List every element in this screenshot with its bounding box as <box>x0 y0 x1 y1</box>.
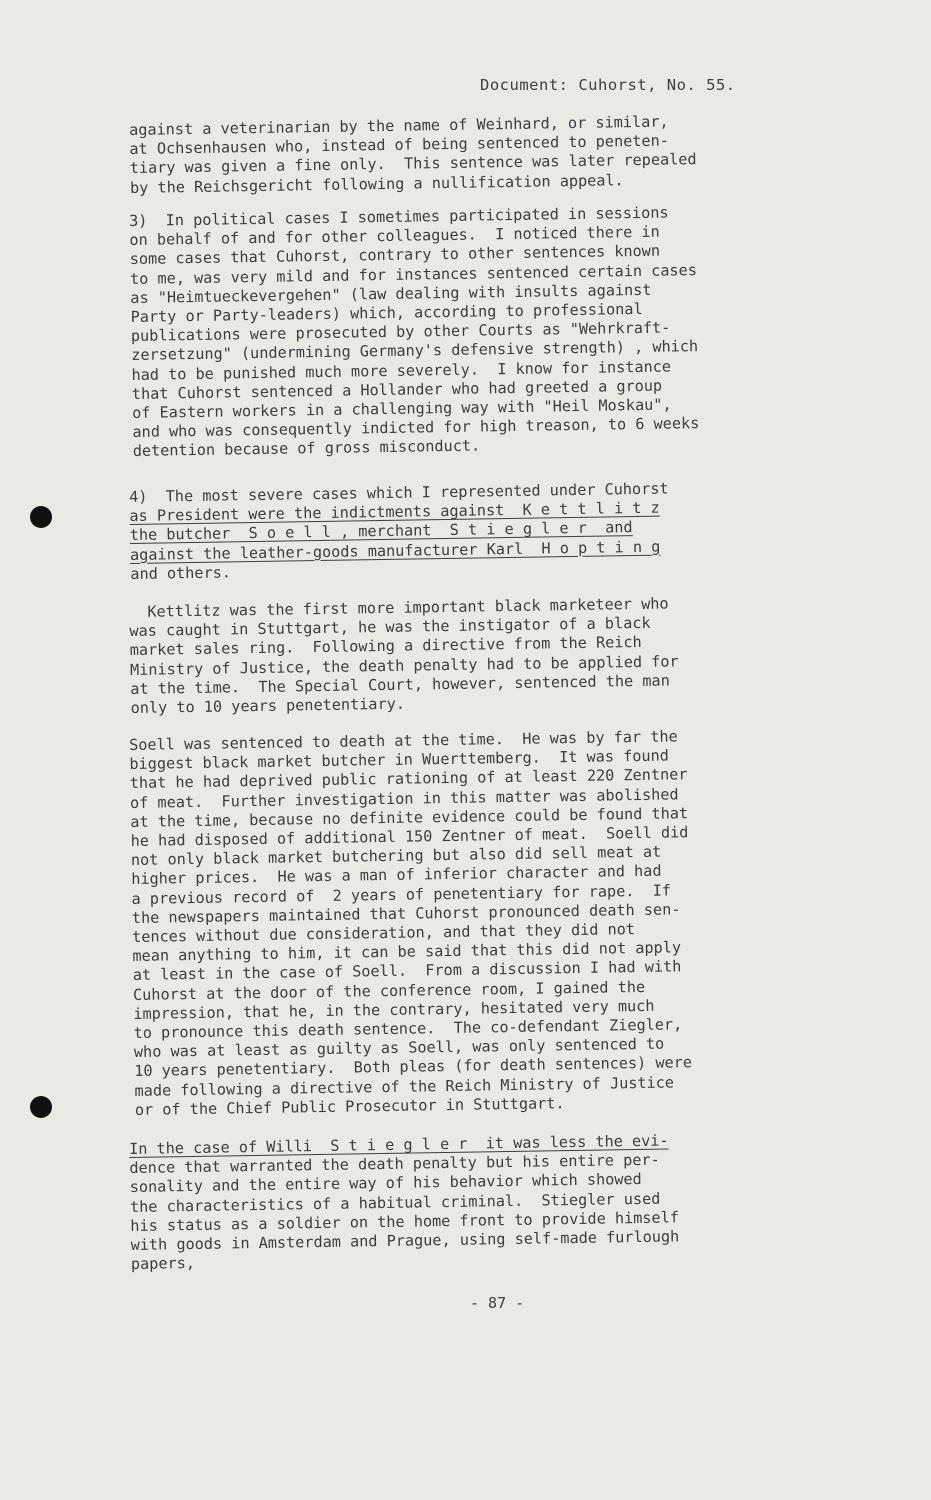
paragraph-4 <box>129 592 861 719</box>
text-line: zersetzung" (undermining Germany's defensive strength) , which <box>131 337 699 365</box>
paragraph-1 <box>129 110 860 198</box>
text-line: with goods in Amsterdam and Prague, using self-made furlough <box>130 1227 680 1255</box>
text-line: he had disposed of additional 150 Zentner of meat. Soell did <box>130 823 689 851</box>
text-line: made following a directive of the Reich Ministry of Justice <box>134 1073 675 1100</box>
text-line: to pronounce this death sentence. The co-defendant Ziegler, <box>133 1015 683 1043</box>
text-line: Kettlitz was the first more important black marketeer who <box>129 594 669 621</box>
text-line: against a veterinarian by the name of Weinhard, or similar, <box>129 112 669 139</box>
text-line: some cases that Cuhorst, contrary to other sentences known <box>129 242 661 269</box>
text-line: Cuhorst at the door of the conference room, I gained the <box>132 977 646 1004</box>
text-line: as "Heimtueckevergehen" (law dealing with insults against <box>130 280 652 307</box>
paragraph-3 <box>129 477 860 584</box>
text-line: to me, was very mild and for instances sentenced certain cases <box>129 260 698 288</box>
text-line: not only black market butchering but also did sell meat at <box>130 842 662 870</box>
text-line: by the Reichsgericht following a nullification appeal. <box>129 170 624 197</box>
text-line: 10 years penetentiary. Both pleas (for death sentences) were <box>134 1053 693 1081</box>
paragraph-2 <box>129 201 863 462</box>
text-line: detention because of gross misconduct. <box>132 436 481 461</box>
text-line: or of the Chief Public Prosecutor in Stuttgart. <box>134 1094 565 1119</box>
text-line: only to 10 years penetentiary. <box>130 694 406 718</box>
text-line: the butcher S o e l l , merchant S t i e g l e r and <box>129 518 633 545</box>
text-line: papers, <box>130 1254 196 1274</box>
text-line: a previous record of 2 years of penetentiary for rape. If <box>131 881 672 908</box>
text-line: tiary was given a fine only. This sentence was later repealed <box>129 150 697 178</box>
text-line: and others. <box>130 563 232 583</box>
text-line: had to be punished much more severely. I know for instance <box>131 357 672 384</box>
text-line: against the leather-goods manufacturer Karl H o p t i n g <box>129 537 661 564</box>
text-line: of meat. Further investigation in this matter was abolished <box>129 784 679 812</box>
text-line: at least in the case of Soell. From a discussion I had with <box>132 957 682 985</box>
text-line: 3) In political cases I sometimes participated in sessions <box>129 203 669 230</box>
text-line: Soell was sentenced to death at the time. He was by far the <box>129 727 678 754</box>
text-line: the newspapers maintained that Cuhorst pronounced death sen- <box>131 900 681 927</box>
text-line: 4) The most severe cases which I represented under Cuhorst <box>129 479 669 506</box>
punch-hole <box>30 506 52 528</box>
text-line: Ministry of Justice, the death penalty had to be applied for <box>129 651 679 679</box>
text-line: the characteristics of a habitual criminal. Stiegler used <box>129 1189 661 1216</box>
text-line: market sales ring. Following a directive from the Reich <box>129 633 642 660</box>
text-line: on behalf of and for other colleagues. I noticed there in <box>129 222 660 250</box>
text-line: that Cuhorst sentenced a Hollander who had greeted a group <box>131 376 663 403</box>
text-line: was caught in Stuttgart, he was the instigator of a black <box>129 614 651 641</box>
punch-hole <box>30 1096 52 1118</box>
text-line: mean anything to him, it can be said that this did not apply <box>132 938 682 966</box>
text-line: at the time, because no definite evidence could be found that <box>130 804 689 831</box>
text-line: his status as a soldier on the home front to provide himself <box>130 1208 680 1235</box>
text-line: tences without due consideration, and that they did not <box>132 920 636 947</box>
text-line: impression, that he, in the contrary, hesitated very much <box>133 996 655 1023</box>
document-header: Document: Cuhorst, No. 55. <box>480 76 736 94</box>
text-line: of Eastern workers in a challenging way with "Heil Moskau", <box>132 395 672 423</box>
text-line: higher prices. He was a man of inferior character and had <box>131 862 662 889</box>
text-line: dence that warranted the death penalty but his entire per- <box>129 1150 660 1178</box>
text-line: sonality and the entire way of his behavior which showed <box>129 1170 642 1197</box>
text-line: Party or Party-leaders) which, according to professional <box>130 299 643 327</box>
text-line: In the case of Willi S t i e g l e r it was less the evi- <box>129 1131 669 1158</box>
text-line: that he had deprived public rationing of at least 220 Zentner <box>129 765 688 793</box>
text-line: who was at least as guilty as Soell, was only sentenced to <box>133 1034 665 1062</box>
text-line: at Ochsenhausen who, instead of being sentenced to peneten- <box>129 131 670 159</box>
text-line: as President were the indictments against K e t t l i t z <box>129 498 660 526</box>
paragraph-5 <box>129 725 865 1120</box>
text-line: and who was consequently indicted for high treason, to 6 weeks <box>132 414 700 442</box>
page-number: - 87 - <box>470 1294 525 1312</box>
paragraph-6 <box>129 1129 861 1275</box>
text-line: biggest black market butcher in Wuerttemberg. It was found <box>129 746 670 774</box>
text-line: publications were prosecuted by other Courts as "Wehrkraft- <box>130 318 671 346</box>
text-line: at the time. The Special Court, however, sentenced the man <box>130 671 670 698</box>
